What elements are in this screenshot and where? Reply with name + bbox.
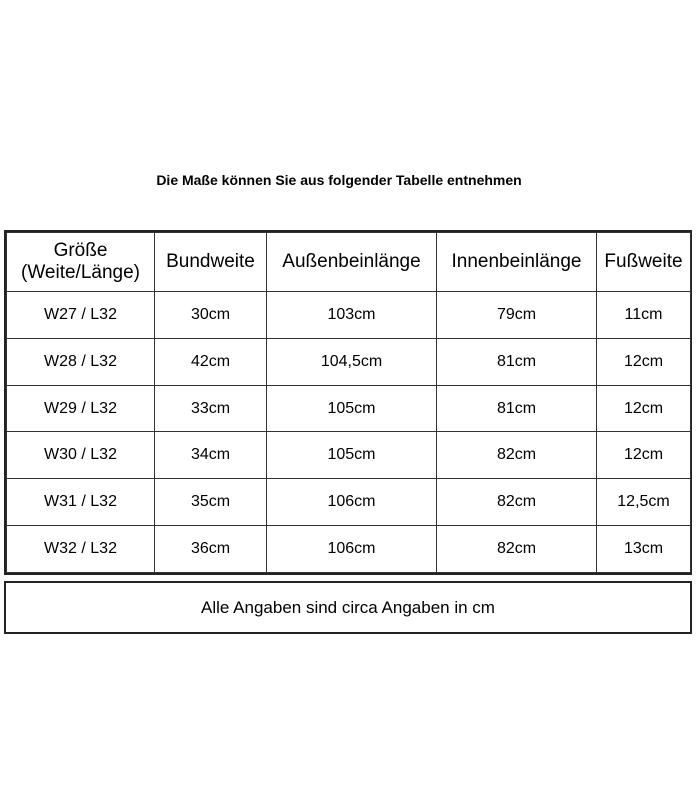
footer-note-text: Alle Angaben sind circa Angaben in cm xyxy=(201,597,495,617)
size-table-frame xyxy=(4,230,692,575)
header-size xyxy=(7,233,155,292)
table-row xyxy=(7,292,691,339)
cell-leg-opening: 12cm xyxy=(597,338,691,385)
cell-outseam: 105cm xyxy=(267,432,437,479)
table-row xyxy=(7,479,691,526)
cell-waist: 42cm xyxy=(155,338,267,385)
cell-waist: 33cm xyxy=(155,385,267,432)
cell-leg-opening: 12,5cm xyxy=(597,479,691,526)
cell-size: W27 / L32 xyxy=(7,292,155,339)
cell-inseam: 82cm xyxy=(437,432,597,479)
cell-inseam: 82cm xyxy=(437,479,597,526)
intro-heading: Die Maße können Sie aus folgender Tabelle entnehmen xyxy=(156,172,522,188)
cell-waist: 36cm xyxy=(155,526,267,573)
table-row xyxy=(7,338,691,385)
cell-waist: 34cm xyxy=(155,432,267,479)
cell-leg-opening: 13cm xyxy=(597,526,691,573)
cell-waist: 35cm xyxy=(155,479,267,526)
cell-waist: 30cm xyxy=(155,292,267,339)
cell-size: W29 / L32 xyxy=(7,385,155,432)
header-leg-opening: Fußweite xyxy=(597,233,691,292)
cell-outseam: 106cm xyxy=(267,479,437,526)
cell-size: W28 / L32 xyxy=(7,338,155,385)
footer-note xyxy=(4,581,692,634)
cell-outseam: 103cm xyxy=(267,292,437,339)
cell-size: W32 / L32 xyxy=(7,526,155,573)
size-table xyxy=(6,232,691,573)
cell-inseam: 82cm xyxy=(437,526,597,573)
header-size-line-1: Größe xyxy=(53,240,108,261)
header-size-line-2: (Weite/Länge) xyxy=(21,262,140,283)
cell-leg-opening: 12cm xyxy=(597,432,691,479)
cell-outseam: 104,5cm xyxy=(267,338,437,385)
cell-inseam: 79cm xyxy=(437,292,597,339)
cell-outseam: 105cm xyxy=(267,385,437,432)
cell-inseam: 81cm xyxy=(437,338,597,385)
header-inseam: Innenbeinlänge xyxy=(437,233,597,292)
cell-size: W30 / L32 xyxy=(7,432,155,479)
cell-size: W31 / L32 xyxy=(7,479,155,526)
table-row xyxy=(7,385,691,432)
header-waist: Bundweite xyxy=(155,233,267,292)
table-row xyxy=(7,526,691,573)
cell-inseam: 81cm xyxy=(437,385,597,432)
cell-outseam: 106cm xyxy=(267,526,437,573)
table-row xyxy=(7,432,691,479)
cell-leg-opening: 11cm xyxy=(597,292,691,339)
header-outseam: Außenbeinlänge xyxy=(267,233,437,292)
table-header-row xyxy=(7,233,691,292)
cell-leg-opening: 12cm xyxy=(597,385,691,432)
